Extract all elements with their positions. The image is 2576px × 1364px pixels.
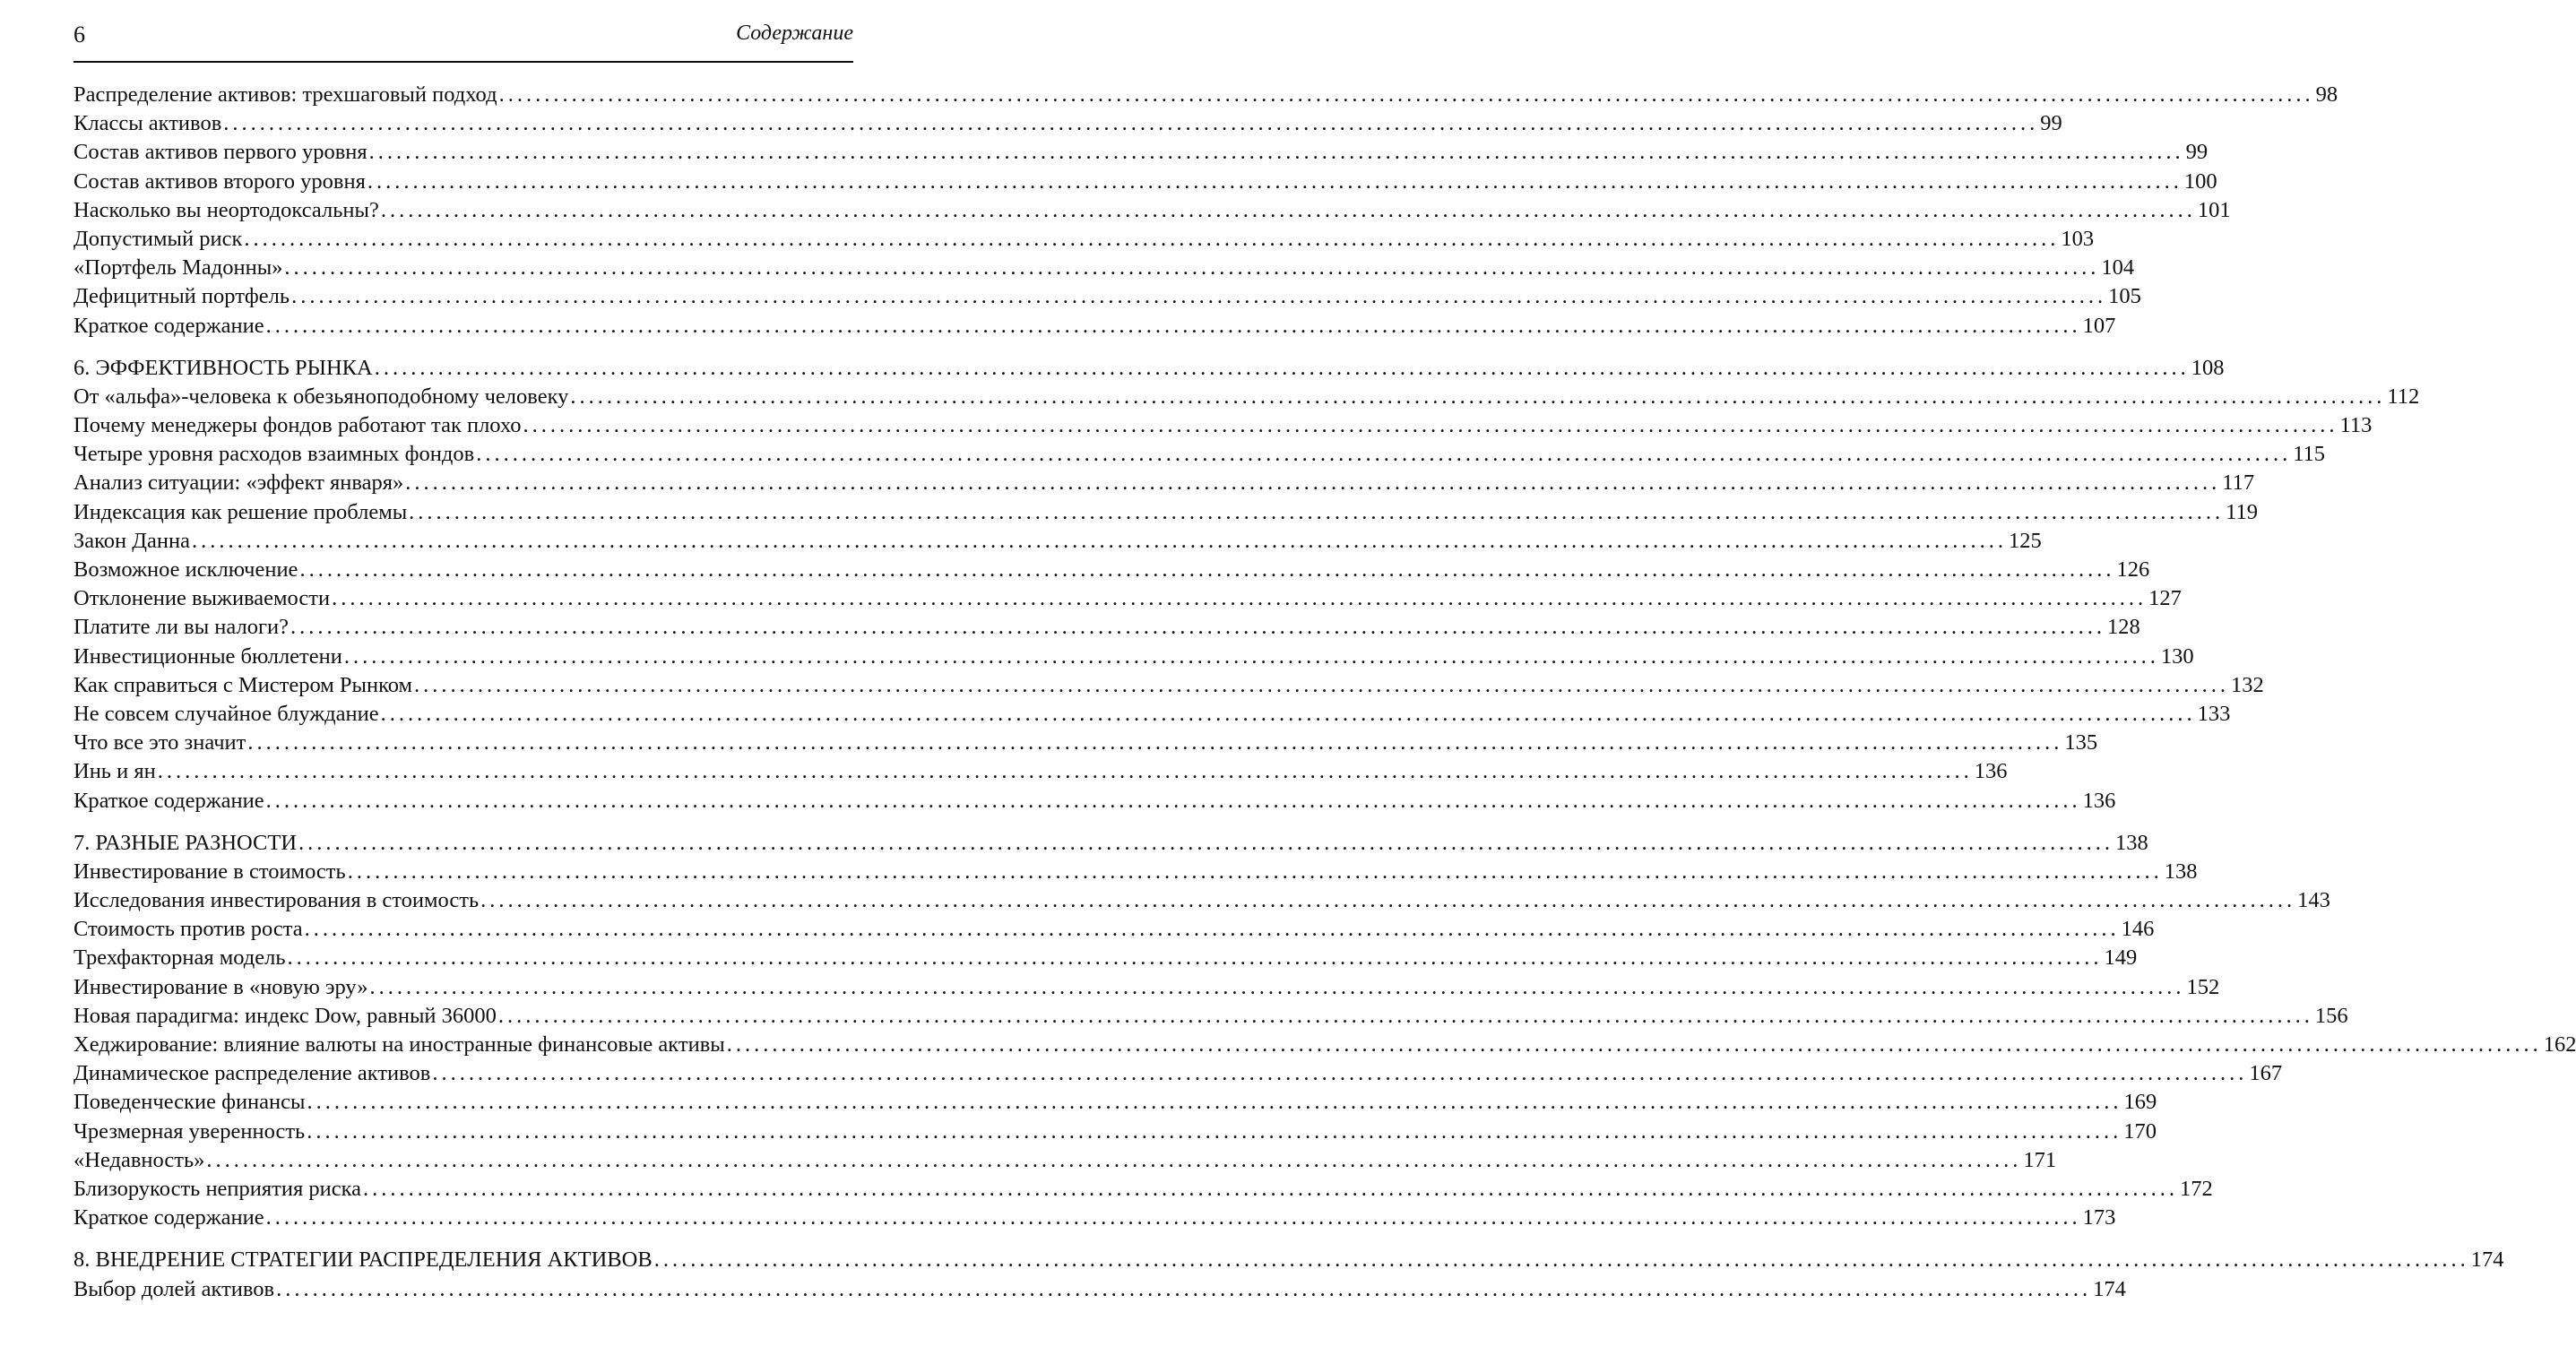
toc-row [73,81,2338,109]
toc-leader-dots [266,312,2081,341]
toc-entry-title: Индексация как решение проблемы [73,499,408,524]
toc-row [73,196,2231,225]
toc-leader-dots [192,527,2007,556]
toc-entry-title: Возможное исключение [73,557,298,582]
toc-entry-title: Четыре уровня расходов взаимных фондов [73,442,475,467]
toc-page-number: 115 [2293,442,2326,467]
toc-entry-title: Хеджирование: влияние валюты на иностранные финансовые активы [73,1032,725,1057]
toc-chapter-row [73,829,2148,858]
toc-row [73,944,2138,972]
toc-row [73,411,2373,440]
running-header [73,0,853,63]
toc-entry-title: Близорукость неприятия риска [73,1176,362,1201]
toc-page-number: 99 [2040,111,2062,136]
toc-leader-dots [298,829,2114,858]
toc-leader-dots [375,354,2190,383]
toc-row [73,787,2116,816]
toc-entry-title: Исследования инвестирования в стоимость [73,888,480,913]
toc-leader-dots [727,1031,2542,1059]
toc-leader-dots [480,886,2295,915]
toc-chapter-title: 7. РАЗНЫЕ РАЗНОСТИ [73,830,298,855]
toc-entry-title: Анализ ситуации: «эффект января» [73,470,404,496]
toc-row [73,700,2231,729]
toc-leader-dots [476,440,2291,469]
toc-leader-dots [499,81,2314,109]
toc-chapter-title: 8. ВНЕДРЕНИЕ СТРАТЕГИИ РАСПРЕДЕЛЕНИЯ АКТИВОВ [73,1247,653,1273]
toc-leader-dots [409,498,2224,527]
toc-leader-dots [247,729,2062,757]
toc-page-number: 98 [2315,82,2338,107]
toc-entry-title: От «альфа»-человека к обезьяноподобному человеку [73,384,569,409]
toc-entry-title: Инь и ян [73,759,156,784]
toc-page-number: 119 [2226,499,2258,524]
toc-row [73,168,2217,196]
toc-row [73,440,2326,469]
toc-leader-dots [276,1275,2091,1304]
toc-entry-title: «Портфель Мадонны» [73,255,283,281]
toc-leader-dots [284,254,2099,282]
toc-entry-title: Инвестирование в стоимость [73,859,346,884]
toc-leader-dots [654,1246,2469,1274]
toc-entry-title: Инвестиционные бюллетени [73,643,342,669]
toc-page-number: 167 [2249,1061,2283,1086]
toc-row [73,498,2258,527]
toc-leader-dots [363,1175,2178,1204]
toc-entry-title: Динамическое распределение активов [73,1061,431,1086]
toc-leader-dots [523,411,2338,440]
toc-row [73,915,2155,944]
toc-entry-title: Платите ли вы налоги? [73,615,290,640]
toc-row [73,282,2141,311]
toc-page-number: 113 [2339,413,2373,438]
toc-leader-dots [158,757,1973,786]
toc-page-number: 156 [2314,1003,2348,1028]
toc-page-number: 130 [2160,643,2194,669]
toc-leader-dots [266,787,2081,816]
toc-page-number: 132 [2231,672,2264,697]
toc-entry-title: Классы активов [73,111,222,136]
toc-row [73,469,2255,497]
toc-page-number: 128 [2107,615,2140,640]
toc-page-number: 135 [2064,730,2098,755]
toc-row [73,1275,2126,1304]
toc-row [73,1002,2348,1031]
toc-row [73,1031,2576,1059]
toc-page-number: 138 [2164,859,2198,884]
toc-row [73,613,2140,642]
toc-row [73,757,2008,786]
toc-leader-dots [288,944,2103,972]
toc-entry-title: Краткое содержание [73,1205,264,1230]
table-of-contents [73,63,2576,1304]
toc-row [73,973,2220,1002]
toc-leader-dots [307,1088,2122,1117]
toc-entry-title: Распределение активов: трехшаговый подход [73,82,497,107]
toc-leader-dots [344,643,2159,671]
toc-entry-title: Инвестирование в «новую эру» [73,974,368,999]
toc-row [73,729,2098,757]
toc-page-number: 104 [2101,255,2135,281]
toc-leader-dots [367,168,2183,196]
toc-row [73,584,2182,613]
toc-page-number: 174 [2093,1276,2126,1301]
toc-page-number: 152 [2186,974,2220,999]
toc-row [73,138,2209,167]
toc-entry-title: Краткое содержание [73,788,264,813]
toc-entry-title: Стоимость против роста [73,917,303,942]
toc-page-number: 101 [2197,197,2231,222]
toc-leader-dots [290,613,2105,642]
toc-page-number: 136 [2082,788,2116,813]
toc-leader-dots [307,1118,2122,1146]
toc-page-number: 107 [2082,313,2116,338]
page-number: 6 [73,22,85,47]
toc-page-number: 146 [2121,917,2155,942]
toc-row [73,383,2420,411]
toc-entry-title: Отклонение выживаемости [73,586,331,611]
toc-page-number: 117 [2222,470,2255,496]
toc-entry-title: Состав активов первого уровня [73,140,367,165]
toc-page-number: 169 [2123,1090,2157,1115]
toc-leader-dots [405,469,2220,497]
toc-row [73,1059,2283,1088]
toc-entry-title: Закон Данна [73,528,190,553]
toc-row [73,643,2194,671]
toc-row [73,312,2116,341]
toc-leader-dots [348,858,2163,886]
toc-entry-title: Выбор долей активов [73,1276,275,1301]
toc-leader-dots [332,584,2147,613]
toc-leader-dots [299,556,2114,584]
toc-leader-dots [305,915,2120,944]
toc-chapter-row [73,354,2225,383]
toc-leader-dots [498,1002,2313,1031]
toc-row [73,1088,2157,1117]
toc-entry-title: Состав активов второго уровня [73,168,366,194]
toc-entry-title: Почему менеджеры фондов работают так плохо [73,413,522,438]
toc-row [73,858,2198,886]
toc-leader-dots [369,138,2184,167]
toc-page-number: 149 [2104,945,2138,971]
toc-row [73,527,2042,556]
toc-page-number: 127 [2148,586,2182,611]
toc-leader-dots [381,196,2196,225]
toc-page-number: 173 [2082,1205,2116,1230]
toc-leader-dots [370,973,2185,1002]
toc-entry-title: Новая парадигма: индекс Dow, равный 36000 [73,1003,497,1028]
book-page [73,0,2576,1304]
toc-page-number: 143 [2297,888,2330,913]
toc-chapter-title: 6. ЭФФЕКТИВНОСТЬ РЫНКА [73,355,373,380]
toc-entry-title: Дефицитный портфель [73,284,290,309]
toc-entry-title: Как справиться с Мистером Рынком [73,672,413,697]
toc-page-number: 171 [2023,1147,2057,1172]
toc-entry-title: Что все это значит [73,730,246,755]
toc-leader-dots [381,700,2196,729]
toc-leader-dots [570,383,2385,411]
toc-row [73,1204,2116,1232]
toc-page-number: 112 [2387,384,2420,409]
toc-page-number: 108 [2191,355,2225,380]
toc-row [73,1146,2057,1175]
toc-row [73,254,2135,282]
toc-entry-title: Чрезмерная уверенность [73,1118,306,1144]
toc-entry-title: Допустимый риск [73,226,243,251]
toc-page-number: 133 [2197,701,2231,726]
toc-row [73,556,2150,584]
toc-entry-title: Трехфакторная модель [73,945,286,971]
toc-page-number: 100 [2183,168,2217,194]
toc-page-number: 125 [2008,528,2042,553]
toc-leader-dots [291,282,2106,311]
toc-page-number: 138 [2115,830,2148,855]
toc-page-number: 174 [2470,1247,2504,1273]
toc-page-number: 105 [2108,284,2141,309]
toc-page-number: 172 [2180,1176,2213,1201]
toc-row [73,225,2095,254]
toc-entry-title: «Недавность» [73,1147,205,1172]
toc-leader-dots [223,109,2038,138]
toc-entry-title: Поведенческие финансы [73,1090,306,1115]
toc-page-number: 103 [2061,226,2095,251]
toc-page-number: 162 [2543,1032,2576,1057]
toc-row [73,109,2062,138]
toc-leader-dots [206,1146,2021,1175]
toc-page-number: 136 [1974,759,2008,784]
toc-page-number: 170 [2123,1118,2157,1144]
toc-entry-title: Насколько вы неортодоксальны? [73,197,379,222]
toc-row [73,1175,2213,1204]
running-title: Содержание [736,22,853,45]
toc-page-number: 99 [2185,140,2209,165]
toc-leader-dots [432,1059,2247,1088]
toc-leader-dots [414,671,2229,700]
toc-page-number: 126 [2116,557,2150,582]
toc-row [73,1118,2157,1146]
toc-leader-dots [266,1204,2081,1232]
toc-row [73,886,2330,915]
toc-row [73,671,2264,700]
toc-chapter-row [73,1246,2504,1274]
toc-leader-dots [244,225,2059,254]
toc-entry-title: Краткое содержание [73,313,264,338]
toc-entry-title: Не совсем случайное блуждание [73,701,379,726]
